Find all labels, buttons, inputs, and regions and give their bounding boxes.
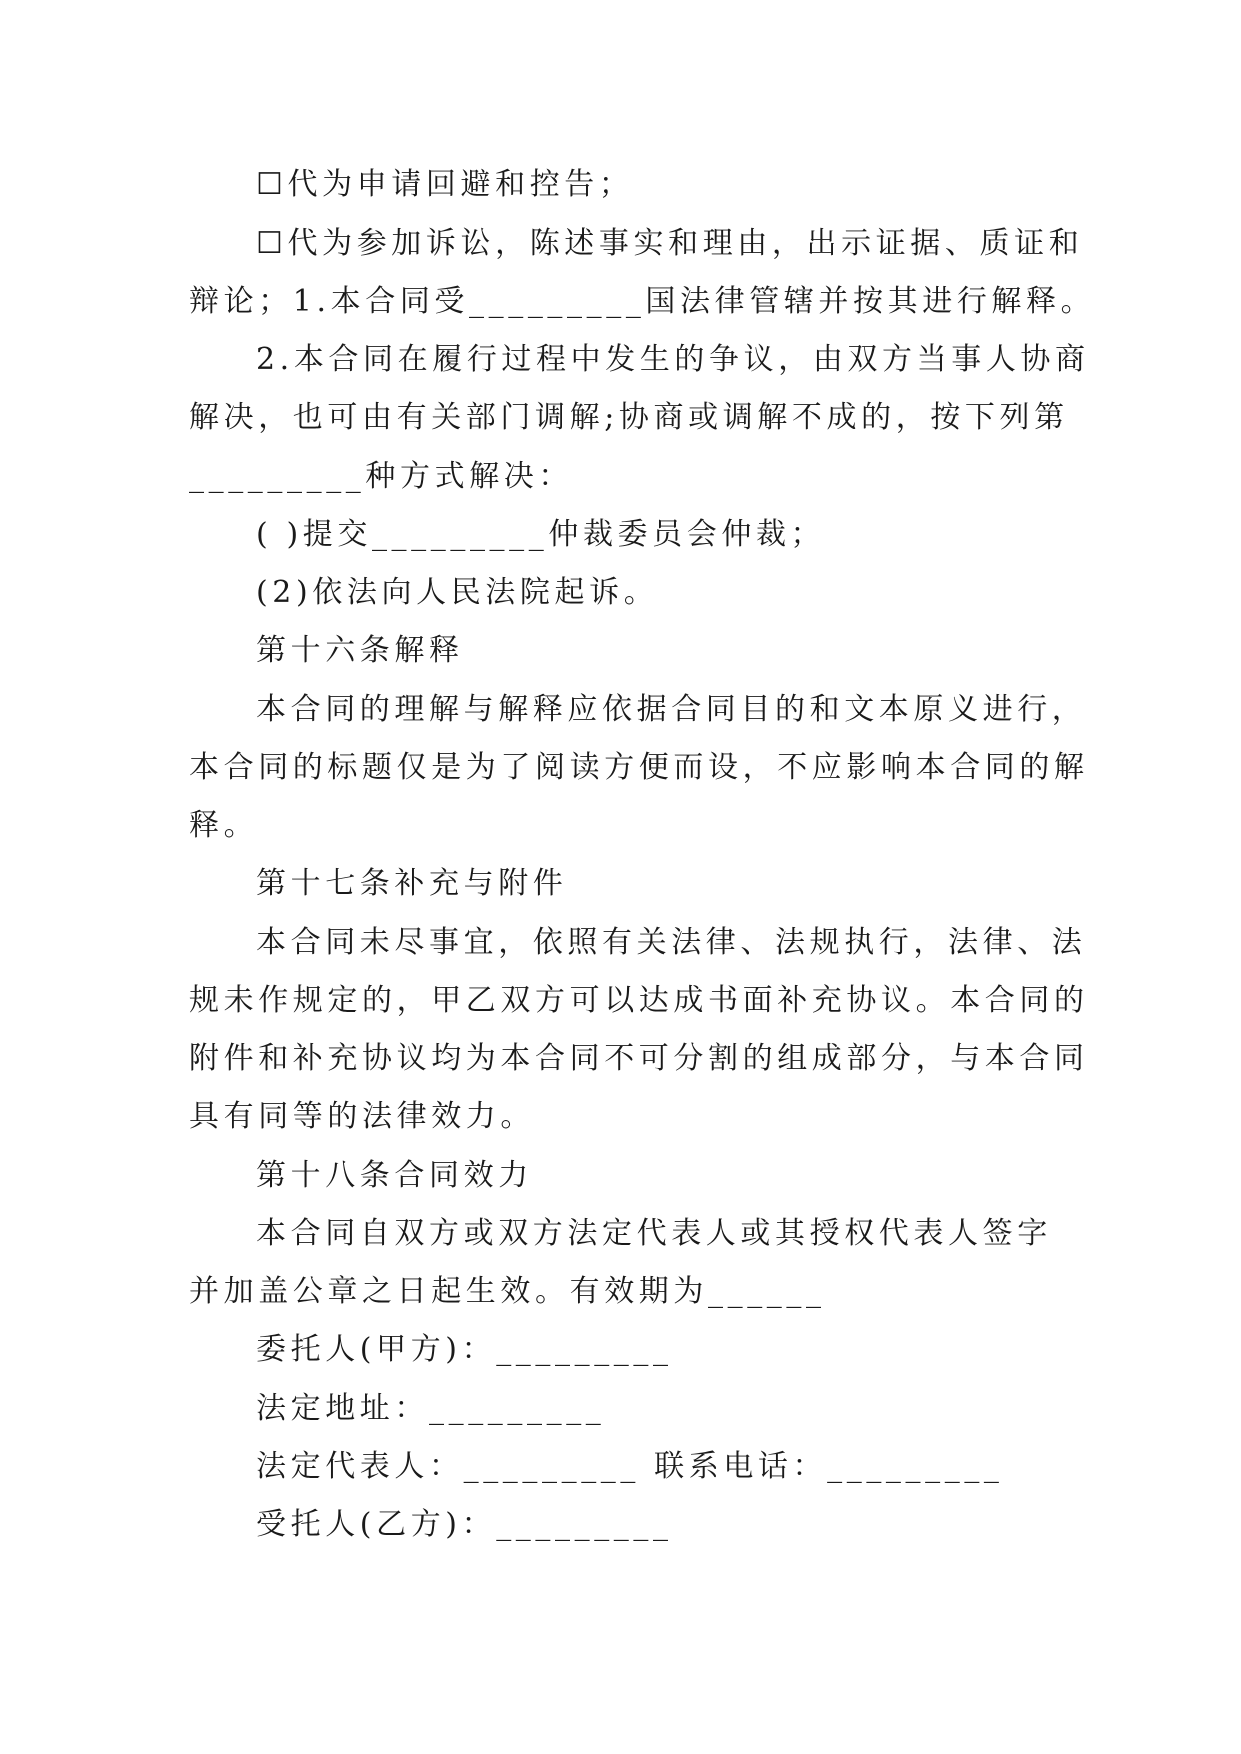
section-heading-17: 第十七条补充与附件 [256,866,568,901]
text-line-dispute: 2.本合同在履行过程中发生的争议，由双方当事人协商 [256,342,1090,377]
section-heading-18: 第十八条合同效力 [256,1158,533,1193]
text-line-avoidance: ☐代为申请回避和控告； [256,167,634,202]
section-heading-16: 第十六条解释 [256,633,464,668]
text-line-interpretation-end: 释。 [189,808,259,843]
text-line-dispute-cont: 解决，也可由有关部门调解;协商或调解不成的，按下列第 [189,400,1069,435]
text-line-supplement-cont: 规未作规定的，甲乙双方可以达成书面补充协议。本合同的 [189,983,1089,1018]
text-line-litigation: ☐代为参加诉讼，陈述事实和理由，出示证据、质证和 [256,226,1084,261]
text-line-supplement-end: 具有同等的法律效力。 [189,1099,535,1134]
text-line-interpretation: 本合同的理解与解释应依据合同目的和文本原义进行， [256,692,1087,727]
text-line-effect-cont: 并加盖公章之日起生效。有效期为______ [189,1274,826,1309]
text-line-supplement: 本合同未尽事宜，依照有关法律、法规执行，法律、法 [256,925,1087,960]
field-principal: 委托人(甲方)：_________ [256,1332,673,1367]
text-line-arbitration: ( )提交_________仲裁委员会仲裁； [256,517,826,552]
text-line-effect: 本合同自双方或双方法定代表人或其授权代表人签字 [256,1216,1052,1251]
text-line-interpretation-cont: 本合同的标题仅是为了阅读方便而设，不应影响本合同的解 [189,750,1089,785]
text-line-court: (2)依法向人民法院起诉。 [256,575,659,610]
field-legal-rep-phone: 法定代表人：_________ 联系电话：_________ [256,1449,1004,1484]
text-line-method: _________种方式解决： [189,459,573,494]
field-legal-address: 法定地址：_________ [256,1391,606,1426]
text-line-supplement-cont2: 附件和补充协议均为本合同不可分割的组成部分，与本合同 [189,1041,1089,1076]
text-line-governing-law: 辩论；1.本合同受_________国法律管辖并按其进行解释。 [189,284,1096,319]
field-agent: 受托人(乙方)：_________ [256,1507,673,1542]
